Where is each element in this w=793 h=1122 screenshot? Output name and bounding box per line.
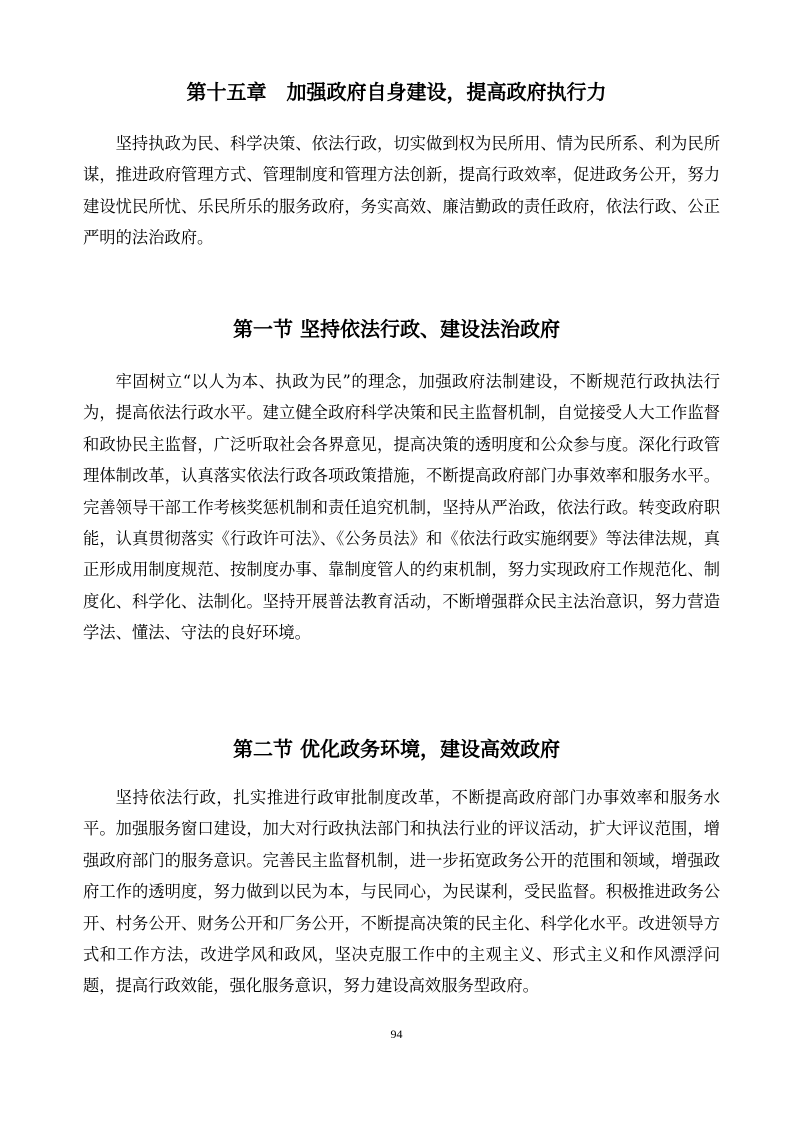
section-1-title: 第一节 坚持依法行政、建设法治政府 <box>233 317 560 341</box>
chapter-title: 第十五章 加强政府自身建设，提高政府执行力 <box>186 80 607 104</box>
chapter-paragraph: 坚持执政为民、科学决策、依法行政，切实做到权为民所用、情为民所系、利为民所谋，推进政府管理方式、管理制度和管理方法创新，提高行政效率，促进政务公开，努力建设忧民所忧、乐民所乐的服务政府，务实高效、廉洁勤政的责任政府，依法行政、公正严明的法治政府。 <box>83 134 720 248</box>
section-2-title: 第二节 优化政务环境，建设高效政府 <box>233 737 560 761</box>
section-1-paragraph: 牢固树立“以人为本、执政为民”的理念，加强政府法制建设，不断规范行政执法行为，提高依法行政水平。建立健全政府科学决策和民主监督机制，自觉接受人大工作监督和政协民主监督，广泛听取社会各界意见，提高决策的透明度和公众参与度。深化行政管理体制改革，认真落实依法行政各项政策措施，不断提高政府部门办事效率和服务水平。完善领导干部工作考核奖惩机制和责任追究机制，坚持从严治政，依法行政。转变政府职能，认真贯彻落实《行政许可法》、《公务员法》和《依法行政实施纲要》等法律法规，真正形成用制度规范、按制度办事、靠制度管人的约束机制，努力实现政府工作规范化、制度化、科学化、法制化。坚持开展普法教育活动，不断增强群众民主法治意识，努力营造学法、懂法、守法的良好环境。 <box>83 372 720 643</box>
section-2-paragraph: 坚持依法行政，扎实推进行政审批制度改革，不断提高政府部门办事效率和服务水平。加强服务窗口建设，加大对行政执法部门和执法行业的评议活动，扩大评议范围，增强政府部门的服务意识。完善民主监督机制，进一步拓宽政务公开的范围和领域，增强政府工作的透明度，努力做到以民为本，与民同心，为民谋利，受民监督。积极推进政务公开、村务公开、财务公开和厂务公开，不断提高决策的民主化、科学化水平。改进领导方式和工作方法，改进学风和政风，坚决克服工作中的主观主义、形式主义和作风漂浮问题，提高行政效能，强化服务意识，努力建设高效服务型政府。 <box>83 788 720 996</box>
page-number: 94 <box>390 1027 403 1041</box>
